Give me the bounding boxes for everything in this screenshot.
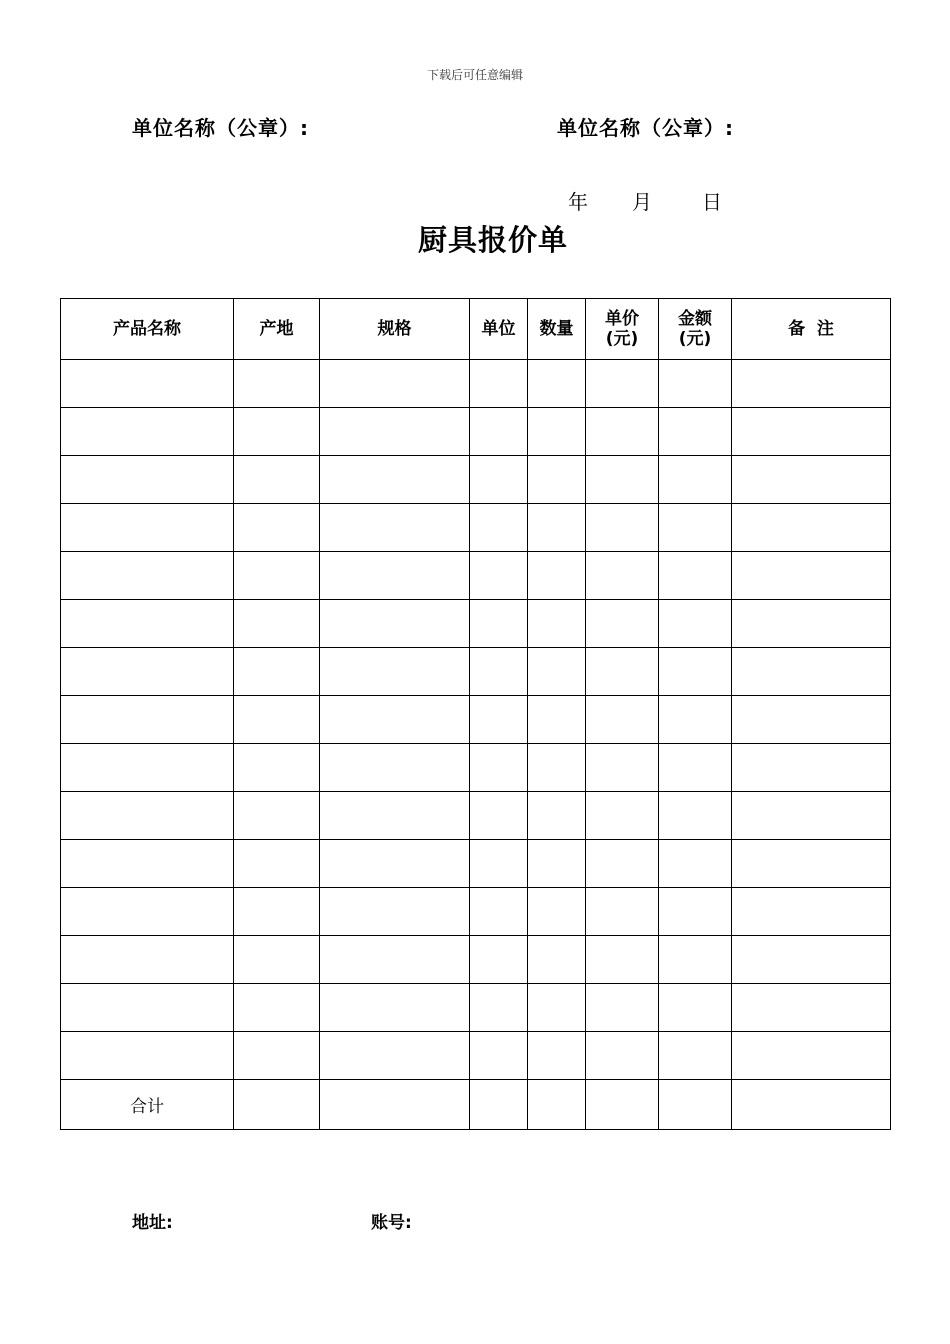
party-right-label: 单位名称（公章）:	[557, 116, 734, 140]
table-cell[interactable]	[586, 936, 659, 984]
date-month: 月	[632, 190, 652, 214]
header-unit-price: 单价 (元)	[586, 299, 659, 360]
total-label: 合计	[61, 1080, 234, 1130]
table-cell[interactable]	[234, 648, 320, 696]
table-cell[interactable]	[320, 984, 470, 1032]
table-row	[61, 696, 891, 744]
table-cell[interactable]	[528, 888, 586, 936]
table-cell[interactable]	[320, 744, 470, 792]
table-row	[61, 408, 891, 456]
table-cell[interactable]	[732, 408, 891, 456]
table-cell[interactable]	[528, 648, 586, 696]
table-cell[interactable]	[528, 840, 586, 888]
table-cell[interactable]	[659, 1032, 732, 1080]
date-year: 年	[568, 190, 588, 214]
table-row	[61, 792, 891, 840]
table-cell[interactable]	[470, 888, 528, 936]
table-row	[61, 984, 891, 1032]
table-cell[interactable]	[659, 936, 732, 984]
table-cell[interactable]	[659, 840, 732, 888]
table-cell[interactable]	[732, 984, 891, 1032]
table-cell[interactable]	[732, 456, 891, 504]
table-cell[interactable]	[528, 456, 586, 504]
table-cell[interactable]	[234, 456, 320, 504]
table-row	[61, 648, 891, 696]
total-cell[interactable]	[732, 1080, 891, 1130]
total-cell[interactable]	[470, 1080, 528, 1130]
table-cell[interactable]	[470, 456, 528, 504]
table-cell[interactable]	[586, 1032, 659, 1080]
table-cell[interactable]	[470, 792, 528, 840]
table-cell[interactable]	[586, 552, 659, 600]
table-cell[interactable]	[528, 552, 586, 600]
address-label: 地址:	[132, 1213, 173, 1233]
table-cell[interactable]	[659, 696, 732, 744]
table-cell[interactable]	[586, 696, 659, 744]
table-cell[interactable]	[528, 744, 586, 792]
table-cell[interactable]	[586, 984, 659, 1032]
header-row	[61, 299, 891, 360]
table-cell[interactable]	[234, 504, 320, 552]
table-cell[interactable]	[586, 744, 659, 792]
table-cell[interactable]	[61, 648, 234, 696]
table-cell[interactable]	[470, 840, 528, 888]
table-cell[interactable]	[61, 1032, 234, 1080]
table-cell[interactable]	[61, 600, 234, 648]
table-cell[interactable]	[659, 552, 732, 600]
table-cell[interactable]	[528, 936, 586, 984]
table-cell[interactable]	[320, 888, 470, 936]
total-cell[interactable]	[528, 1080, 586, 1130]
table-cell[interactable]	[234, 984, 320, 1032]
table-cell[interactable]	[732, 696, 891, 744]
header-spec: 规格	[320, 299, 470, 360]
table-cell[interactable]	[732, 504, 891, 552]
header-amount: 金额 (元)	[659, 299, 732, 360]
table-cell[interactable]	[61, 936, 234, 984]
table-cell[interactable]	[61, 456, 234, 504]
table-cell[interactable]	[528, 360, 586, 408]
table-cell[interactable]	[234, 1032, 320, 1080]
table-cell[interactable]	[659, 408, 732, 456]
table-cell[interactable]	[320, 456, 470, 504]
table-cell[interactable]	[234, 552, 320, 600]
table-cell[interactable]	[659, 504, 732, 552]
table-cell[interactable]	[659, 744, 732, 792]
table-cell[interactable]	[234, 888, 320, 936]
table-cell[interactable]	[61, 984, 234, 1032]
header-remarks: 备 注	[732, 299, 891, 360]
table-cell[interactable]	[528, 1032, 586, 1080]
table-cell[interactable]	[234, 744, 320, 792]
table-cell[interactable]	[470, 408, 528, 456]
table-cell[interactable]	[732, 840, 891, 888]
table-cell[interactable]	[528, 600, 586, 648]
table-cell[interactable]	[586, 408, 659, 456]
table-cell[interactable]	[320, 600, 470, 648]
table-cell[interactable]	[234, 840, 320, 888]
table-cell[interactable]	[732, 552, 891, 600]
table-row	[61, 600, 891, 648]
table-row	[61, 840, 891, 888]
party-left-label: 单位名称（公章）:	[132, 116, 309, 140]
header-product-name: 产品名称	[61, 299, 234, 360]
table-cell[interactable]	[659, 456, 732, 504]
table-cell[interactable]	[659, 600, 732, 648]
table-cell[interactable]	[320, 792, 470, 840]
total-cell[interactable]	[659, 1080, 732, 1130]
table-cell[interactable]	[470, 744, 528, 792]
table-cell[interactable]	[234, 408, 320, 456]
table-cell[interactable]	[732, 936, 891, 984]
table-cell[interactable]	[61, 504, 234, 552]
table-cell[interactable]	[320, 840, 470, 888]
table-row	[61, 552, 891, 600]
table-cell[interactable]	[732, 360, 891, 408]
table-cell[interactable]	[320, 408, 470, 456]
table-cell[interactable]	[61, 792, 234, 840]
table-cell[interactable]	[470, 1032, 528, 1080]
header-note: 下载后可任意编辑	[426, 68, 523, 82]
table-row	[61, 936, 891, 984]
table-cell[interactable]	[528, 408, 586, 456]
table-cell[interactable]	[528, 696, 586, 744]
table-cell[interactable]	[61, 696, 234, 744]
table-cell[interactable]	[470, 504, 528, 552]
table-cell[interactable]	[659, 792, 732, 840]
table-cell[interactable]	[470, 552, 528, 600]
table-cell[interactable]	[234, 600, 320, 648]
total-cell[interactable]	[586, 1080, 659, 1130]
table-cell[interactable]	[586, 456, 659, 504]
table-row	[61, 1032, 891, 1080]
total-row	[61, 1080, 891, 1130]
table-cell[interactable]	[61, 744, 234, 792]
table-cell[interactable]	[732, 1032, 891, 1080]
table-cell[interactable]	[732, 600, 891, 648]
table-cell[interactable]	[470, 984, 528, 1032]
table-cell[interactable]	[61, 408, 234, 456]
table-cell[interactable]	[586, 504, 659, 552]
quote-table	[60, 298, 891, 1130]
table-cell[interactable]	[234, 696, 320, 744]
table-cell[interactable]	[234, 936, 320, 984]
table-cell[interactable]	[528, 792, 586, 840]
table-cell[interactable]	[470, 600, 528, 648]
table-cell[interactable]	[470, 936, 528, 984]
table-cell[interactable]	[528, 984, 586, 1032]
table-cell[interactable]	[61, 360, 234, 408]
table-cell[interactable]	[320, 696, 470, 744]
table-cell[interactable]	[320, 648, 470, 696]
table-cell[interactable]	[61, 840, 234, 888]
table-row	[61, 456, 891, 504]
table-cell[interactable]	[586, 600, 659, 648]
table-cell[interactable]	[586, 888, 659, 936]
header-quantity: 数量	[528, 299, 586, 360]
table-cell[interactable]	[732, 792, 891, 840]
table-cell[interactable]	[528, 504, 586, 552]
table-cell[interactable]	[586, 648, 659, 696]
table-cell[interactable]	[470, 648, 528, 696]
table-cell[interactable]	[320, 504, 470, 552]
table-cell[interactable]	[234, 360, 320, 408]
date-line	[568, 186, 722, 215]
table-row	[61, 888, 891, 936]
total-cell[interactable]	[234, 1080, 320, 1130]
account-label: 账号:	[371, 1213, 412, 1233]
table-cell[interactable]	[659, 984, 732, 1032]
table-row	[61, 360, 891, 408]
table-cell[interactable]	[470, 360, 528, 408]
table-cell[interactable]	[659, 648, 732, 696]
table-cell[interactable]	[586, 840, 659, 888]
total-cell[interactable]	[320, 1080, 470, 1130]
table-cell[interactable]	[320, 360, 470, 408]
table-cell[interactable]	[586, 792, 659, 840]
date-day: 日	[702, 190, 722, 214]
table-cell[interactable]	[732, 744, 891, 792]
table-cell[interactable]	[320, 936, 470, 984]
table-cell[interactable]	[659, 360, 732, 408]
table-row	[61, 744, 891, 792]
table-cell[interactable]	[61, 552, 234, 600]
table-cell[interactable]	[659, 888, 732, 936]
table-cell[interactable]	[320, 1032, 470, 1080]
header-unit: 单位	[470, 299, 528, 360]
table-cell[interactable]	[732, 888, 891, 936]
table-cell[interactable]	[61, 888, 234, 936]
table-cell[interactable]	[470, 696, 528, 744]
header-origin: 产地	[234, 299, 320, 360]
table-cell[interactable]	[320, 552, 470, 600]
table-cell[interactable]	[234, 792, 320, 840]
table-cell[interactable]	[732, 648, 891, 696]
document-title: 厨具报价单	[417, 223, 568, 257]
table-cell[interactable]	[586, 360, 659, 408]
table-row	[61, 504, 891, 552]
